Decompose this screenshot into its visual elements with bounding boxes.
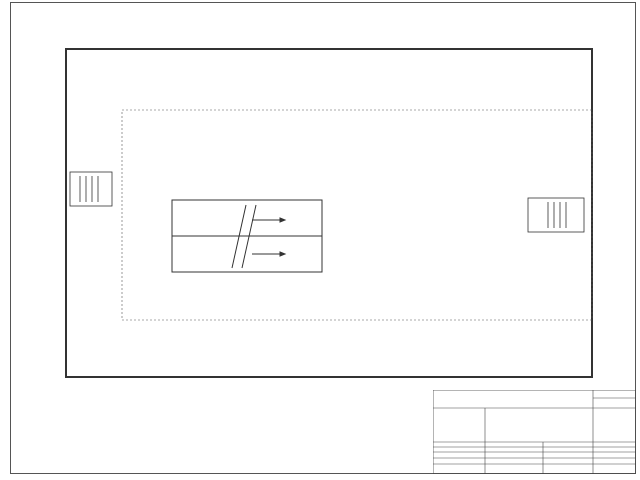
top-dimension-band <box>16 97 586 105</box>
title-block <box>433 390 636 474</box>
stair-left <box>70 172 112 206</box>
bottom-dimension-band <box>16 357 586 365</box>
stair-right <box>528 198 584 232</box>
ramp <box>172 200 322 272</box>
